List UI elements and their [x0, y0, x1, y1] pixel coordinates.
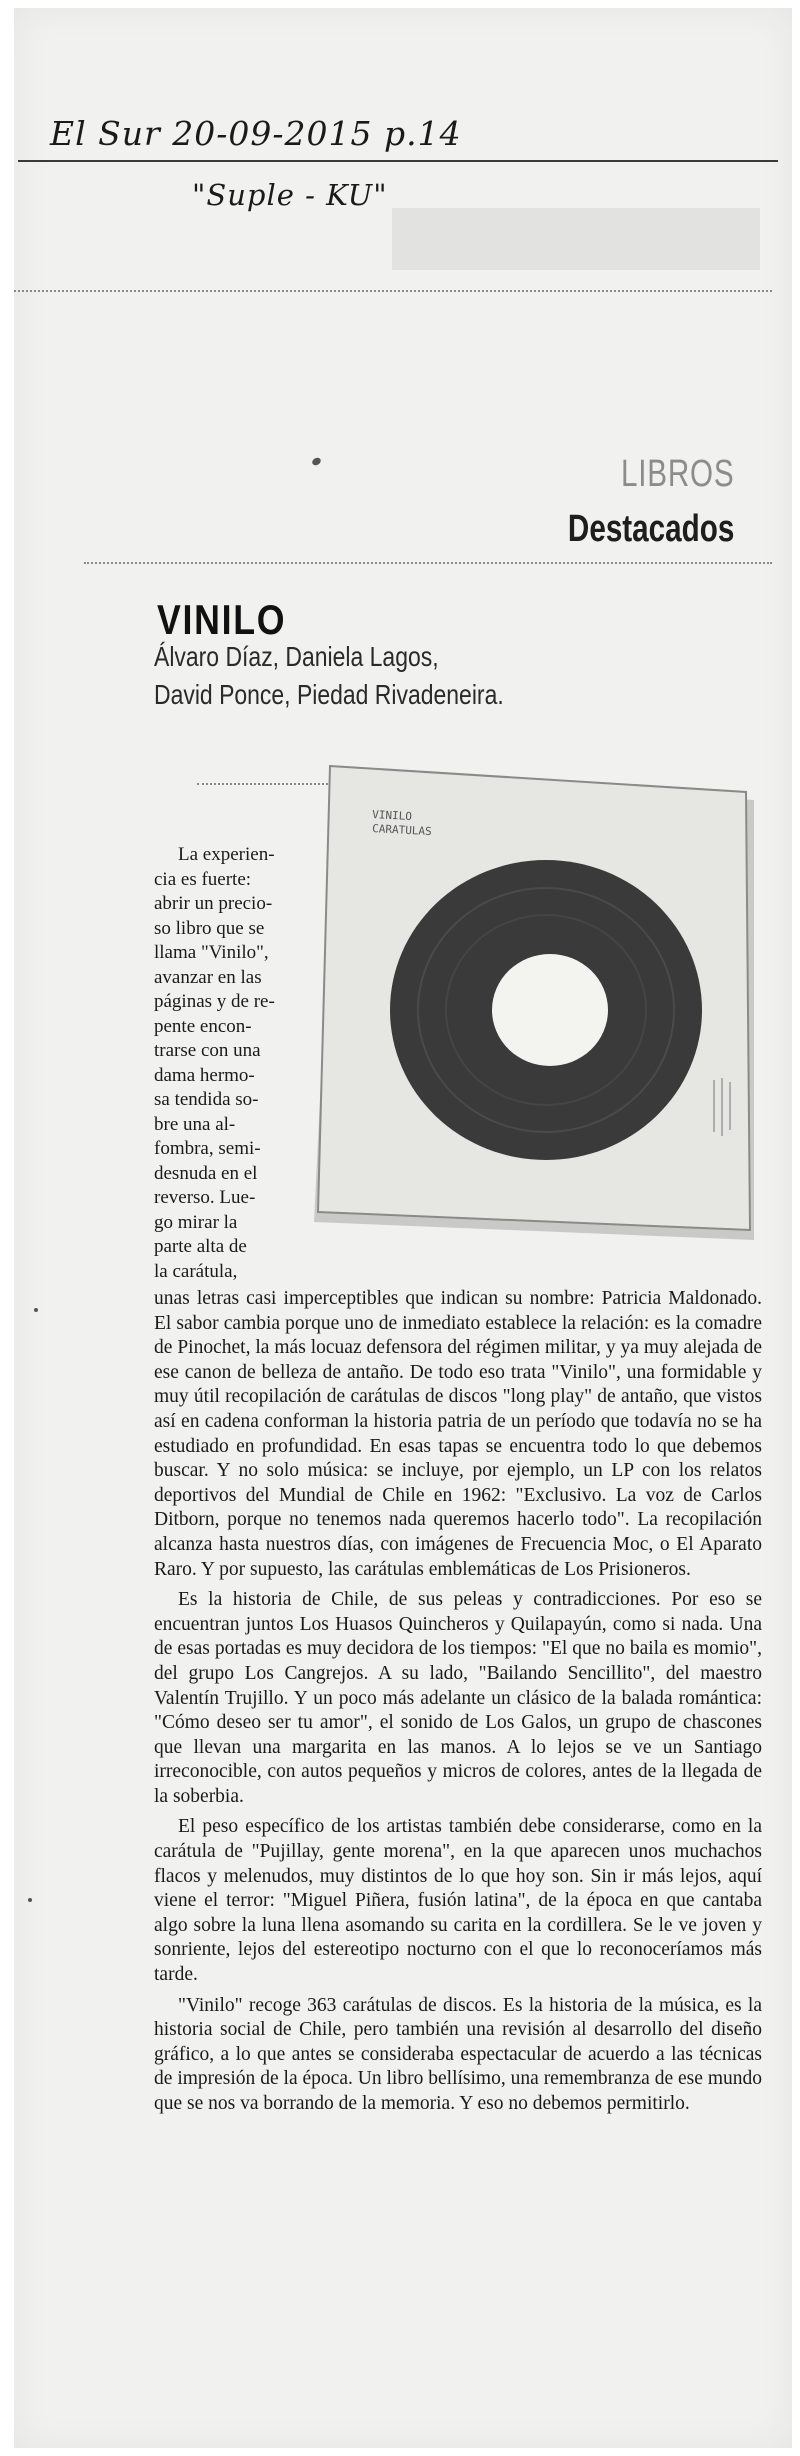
lead-line: llama "Vinilo", — [154, 942, 269, 963]
authors-line: Álvaro Díaz, Daniela Lagos, — [154, 641, 439, 672]
lead-line: dama hermo- — [154, 1064, 255, 1086]
lead-line: fombra, semi- — [154, 1138, 261, 1159]
cover-label-line2: CARATULAS — [371, 822, 433, 839]
lead-line: so libro que se — [154, 917, 265, 939]
lead-line: desnuda en el — [154, 1162, 258, 1184]
article-paragraph: "Vinilo" recoge 363 carátulas de discos. Es la historia de la música, es la historia social de Chile, pero también una revisión al desarrollo del diseño gráfico, a lo que antes se consideraba espectacular de acuerdo a las técnicas de impresión de la época. Un libro bellísimo, una remembranza de ese mundo que se nos va borrando de la memoria. Y eso no debemos permitirlo. — [154, 1994, 762, 2114]
authors-line: David Ponce, Piedad Rivadeneira. — [154, 679, 504, 710]
lead-line: trarse con una — [154, 1040, 261, 1061]
redacted-area — [392, 208, 760, 270]
lead-line: La experien- — [178, 844, 275, 865]
lead-line: páginas y de re- — [154, 991, 275, 1012]
section-divider — [84, 562, 772, 564]
article-body — [154, 1287, 762, 2117]
print-speck — [28, 1898, 32, 1902]
vinyl-label — [492, 954, 608, 1066]
top-divider — [14, 290, 772, 292]
print-speck — [311, 456, 322, 467]
lead-line: abrir un precio- — [154, 893, 273, 914]
lead-line: bre una al- — [154, 1113, 236, 1135]
book-cover-image — [314, 760, 764, 1240]
handwritten-supplement-note: "Suple - KU" — [192, 178, 388, 212]
lead-line: cia es fuerte: — [154, 868, 252, 890]
lead-line: go mirar la — [154, 1211, 238, 1233]
article-paragraph: unas letras casi imperceptibles que indican su nombre: Patricia Maldonado. El sabor cambia porque uno de inmediato establece la relación: es la comadre de Pinochet, la más locuaz defensora del régimen militar, y ya muy alejada de ese canon de belleza de antaño. De todo eso trata "Vinilo", una formidable y muy útil recopilación de carátulas de discos "long play" de antaño, que vistos así en cadena conforman la historia patria de un período que todavía no se ha estudiado en profundidad. En esas tapas se encuentra todo lo que debemos buscar. Y no solo música: se incluye, por ejemplo, un LP con los relatos deportivos del Mundial de Chile en 1962: "Exclusivo. La voz de Carlos Ditborn, porque no tenemos nada queremos hacerlo todo". La recopilación alcanza hasta nuestros días, con imágenes de Frecuencia Moc, o El Aparato Raro. Y por supuesto, las carátulas emblemáticas de Los Prisioneros. — [154, 1288, 762, 1580]
section-label: LIBROS — [620, 453, 734, 495]
lead-line: la carátula, — [154, 1260, 238, 1282]
section-title: Destacados — [567, 508, 734, 550]
print-speck — [34, 1308, 38, 1312]
lead-line: sa tendida so- — [154, 1089, 259, 1110]
handwritten-underline — [18, 160, 778, 162]
lead-line: avanzar en las — [154, 966, 262, 988]
lead-column — [154, 843, 354, 1284]
article-paragraph: El peso específico de los artistas también debe considerarse, como en la carátula de "Pujillay, gente morena", en la que aparecen unos muchachos flacos y melenudos, muy distintos de lo que hoy son. Sin ir más lejos, aquí viene el terror: "Miguel Piñera, fusión latina", de la época en que cantaba algo sobre la luna llena asomando su carita en la cordillera. Se le ve joven y sonriente, lejos del estereotipo nocturno con el que lo reconoceríamos más tarde. — [154, 1816, 762, 1986]
book-title: VINILO — [157, 596, 287, 643]
lead-line: reverso. Lue- — [154, 1187, 256, 1208]
lead-line: parte alta de — [154, 1236, 247, 1257]
article-paragraph: Es la historia de Chile, de sus peleas y contradicciones. Por eso se encuentran juntos Los Huasos Quincheros y Quilapayún, como si nada. Una de esas portadas es muy decidora de los tiempos: "El que no baila es momio", del grupo Los Cangrejos. A su lado, "Bailando Sencillito", del maestro Valentín Trujillo. Y un poco más adelante un clásico de la balada romántica: "Cómo deseo ser tu amor", el sonido de Los Galos, un grupo de chascones que llevan una margarita en las manos. A lo lejos se ve un Santiago irreconocible, con autos pequeños y micros de colores, antes de la llegada de la soberbia. — [154, 1589, 762, 1807]
newspaper-clipping — [14, 8, 792, 2448]
cover-label-line1: VINILO — [371, 808, 413, 824]
lead-line: pente encon- — [154, 1015, 252, 1037]
handwritten-source-note: El Sur 20-09-2015 p.14 — [50, 114, 462, 153]
book-authors — [154, 638, 507, 714]
